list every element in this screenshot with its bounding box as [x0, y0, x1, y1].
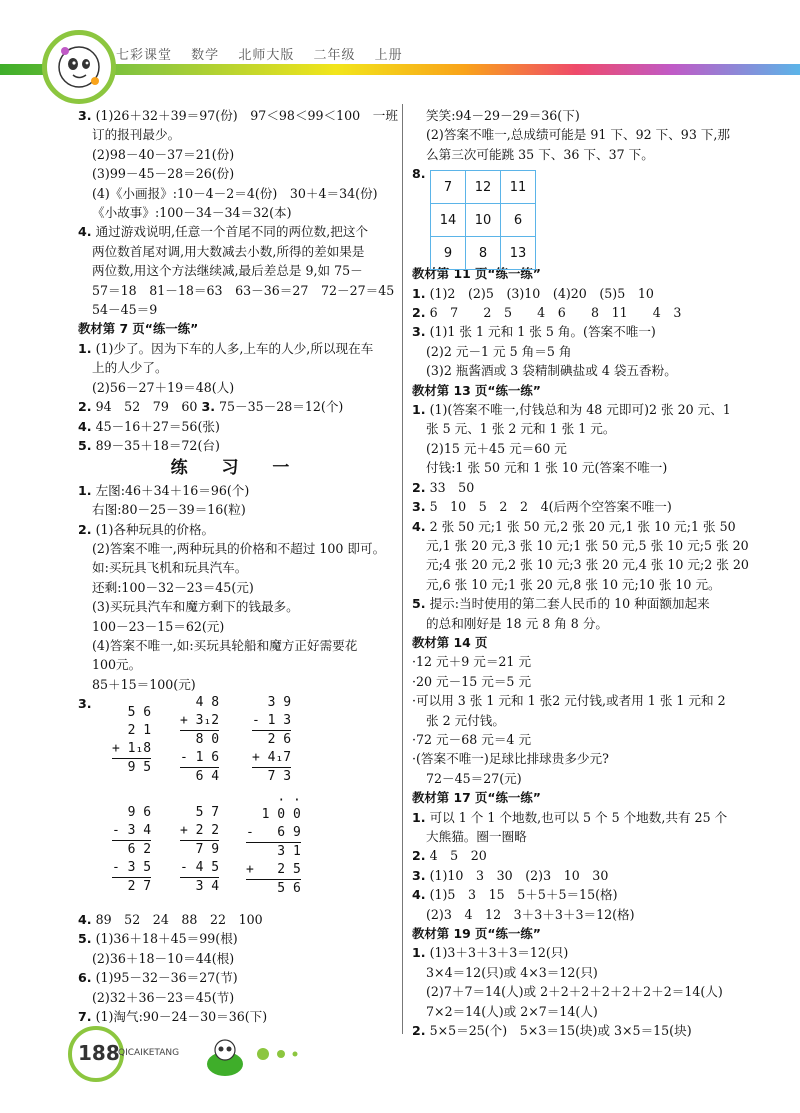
- answer-text: (1)少了。因为下车的人多,上车的人少,所以现在车: [95, 340, 374, 356]
- answer-line: 张 5 元、1 张 2 元和 1 张 1 元。: [426, 421, 616, 437]
- item-number: 3.: [78, 696, 92, 712]
- answer-text: 2 张 50 元;1 张 50 元,2 张 20 元,1 张 10 元;1 张 50: [429, 518, 736, 534]
- calc-row: - 6 9: [246, 825, 301, 840]
- calc-row: 5 7: [187, 805, 220, 820]
- grid-cell: 11: [501, 171, 536, 204]
- item-number: 1.: [412, 809, 426, 825]
- calc-row: + 1₁8: [112, 741, 152, 756]
- calc-row: 1 0 0: [261, 807, 301, 822]
- answer-line: (2)2 元－1 元 5 角＝5 角: [426, 343, 572, 359]
- calc-row: 3 1: [246, 842, 301, 861]
- answer-text: (1)26＋32＋39＝97(份) 97＜98＜99＜100 一班: [95, 108, 398, 123]
- page-number: 188: [78, 1041, 120, 1065]
- header-color-band: [0, 64, 800, 75]
- item-number: 3.: [412, 867, 426, 883]
- item-number: 1.: [412, 945, 426, 961]
- section-heading: 教材第 19 页“练一练”: [412, 926, 541, 942]
- answer-line: (3)2 瓶酱酒或 3 袋精制碘盐或 4 袋五香粉。: [426, 363, 677, 379]
- grid-cell: 14: [431, 204, 466, 237]
- vertical-calc-6: [246, 793, 301, 898]
- left-column: [78, 106, 396, 714]
- answer-line: (2)56－27＋19＝48(人): [92, 379, 235, 395]
- vertical-calc-5: [180, 804, 219, 896]
- answer-line: (2)36＋18－10＝44(根): [92, 950, 235, 966]
- item-number: 1.: [412, 285, 426, 301]
- header-volume: 上册: [374, 48, 403, 63]
- answer-text: (1)5 3 15 5＋5＋5＝15(格): [429, 887, 618, 903]
- calc-row: + 4₁7: [252, 750, 292, 765]
- calc-row: 8 0: [180, 730, 219, 749]
- answer-line: 订的报刊最少。: [92, 127, 181, 143]
- calc-row: 4 8: [187, 695, 220, 710]
- answer-line: (4)答案不唯一,如:买玩具轮船和魔方正好需要花: [92, 637, 358, 653]
- calc-row: 3 4: [180, 877, 219, 896]
- answer-line: (2)7＋7＝14(人)或 2＋2＋2＋2＋2＋2＋2＝14(人): [426, 984, 723, 1000]
- vertical-calc-3: [252, 694, 291, 786]
- answer-text: 5 10 5 2 2 4(后两个空答案不唯一): [429, 499, 672, 515]
- item-number: 5.: [412, 596, 426, 612]
- answer-text: 75－35－28＝12(个): [219, 399, 344, 415]
- grid-cell: 6: [501, 204, 536, 237]
- answer-line: [412, 885, 730, 904]
- answer-line: [412, 594, 730, 613]
- answer-text: 提示:当时使用的第二套人民币的 10 种面额加起来: [429, 596, 710, 612]
- answer-line: (3)买玩具汽车和魔方剩下的钱最多。: [92, 599, 299, 615]
- answer-line: ·72 元－68 元＝4 元: [412, 731, 532, 747]
- item-number: 5.: [78, 437, 92, 453]
- answer-text: (1)2 (2)5 (3)10 (4)20 (5)5 10: [429, 285, 654, 301]
- item-number: 3.: [412, 324, 426, 340]
- calc-row: 2 7: [112, 877, 151, 896]
- cartoon-mascot-icon: [53, 41, 105, 93]
- answer-line: [78, 106, 396, 125]
- grid-cell: 13: [501, 237, 536, 270]
- item-number: 1.: [78, 482, 92, 498]
- answer-line: 的总和刚好是 18 元 8 角 8 分。: [426, 615, 609, 631]
- answer-line: 右图:80－25－39＝16(粒): [92, 502, 246, 518]
- header-grade: 二年级: [313, 48, 356, 63]
- column-divider: [402, 104, 403, 1034]
- section-heading: 教材第 11 页“练一练”: [412, 266, 541, 282]
- answer-text: 89－35＋18＝72(台): [95, 437, 220, 453]
- answer-line: (3)99－45－28＝26(份): [92, 166, 235, 182]
- answer-line: ·20 元－15 元＝5 元: [412, 673, 532, 689]
- calc-row: 9 6: [119, 805, 152, 820]
- item-number: 2.: [412, 1023, 426, 1039]
- calc-row: 7 3: [252, 767, 291, 786]
- logo: [42, 30, 116, 104]
- answer-line: 还剩:100－32－23＝45(元): [92, 579, 254, 595]
- answer-line: 两位数,用这个方法继续减,最后差总是 9,如 75－: [92, 263, 363, 279]
- header-title: [116, 44, 417, 63]
- answer-line: [412, 517, 736, 536]
- answer-text: (1)95－32－36＝27(节): [95, 970, 238, 986]
- calc-row: 2 1: [119, 723, 152, 738]
- answer-line: 100－23－15＝62(元): [92, 618, 225, 634]
- answer-line: 7×2＝14(人)或 2×7＝14(人): [426, 1003, 598, 1019]
- answer-line: 85＋15＝100(元): [92, 676, 196, 692]
- answer-line: ·可以用 3 张 1 元和 1 张2 元付钱,或者用 1 张 1 元和 2: [412, 693, 726, 709]
- grid-cell: 10: [466, 204, 501, 237]
- item-number: 4.: [78, 224, 92, 240]
- footer-mascot-icon: [200, 1034, 250, 1080]
- answer-text: 45－16＋27＝56(张): [95, 418, 220, 434]
- answer-line: [78, 339, 396, 358]
- answer-text: 通过游戏说明,任意一个首尾不同的两位数,把这个: [95, 224, 369, 240]
- answer-line: (2)98－40－37＝21(份): [92, 146, 235, 162]
- item-number: 2.: [412, 848, 426, 864]
- item-number: 4.: [412, 518, 426, 534]
- calc-row: + 2 5: [246, 862, 301, 877]
- answer-line: [78, 481, 396, 500]
- vertical-calc-2: [180, 694, 219, 786]
- calc-row: - 3 4: [112, 823, 152, 838]
- page-header: [0, 0, 800, 100]
- answer-line: 《小故事》:100－34－34＝32(本): [92, 205, 292, 221]
- item-number: 2.: [78, 521, 92, 537]
- answer-text: 89 52 24 88 22 100: [95, 912, 263, 927]
- answer-line: ·12 元＋9 元＝21 元: [412, 654, 532, 670]
- item-number: 2.: [412, 479, 426, 495]
- calc-row: 9 5: [112, 758, 151, 777]
- answer-line: [78, 910, 396, 929]
- answer-line: 3×4＝12(只)或 4×3＝12(只): [426, 964, 598, 980]
- answer-line: 57＝18 81－18＝63 63－36＝27 72－27＝45: [92, 282, 395, 298]
- answer-line: 两位数首尾对调,用大数减去小数,所得的差如果是: [92, 243, 365, 259]
- section-heading: 教材第 17 页“练一练”: [412, 790, 541, 806]
- calc-row: - 1 3: [252, 713, 292, 728]
- answer-line: ·(答案不唯一)足球比排球贵多少元?: [412, 751, 609, 767]
- answer-line: [412, 478, 730, 497]
- vertical-calc-4: [112, 804, 151, 896]
- answer-line: (2)答案不唯一,总成绩可能是 91 下、92 下、93 下,那: [426, 127, 731, 143]
- item-number: 3.: [201, 399, 216, 415]
- header-subject: 数学: [191, 48, 220, 63]
- item-number: 8.: [412, 166, 426, 182]
- item-number: 7.: [78, 1009, 92, 1025]
- answer-line: [78, 968, 396, 987]
- item-number: 4.: [412, 887, 426, 903]
- answer-line: [78, 1007, 396, 1026]
- item-number: 4.: [78, 418, 92, 434]
- answer-text: (1)1 张 1 元和 1 张 5 角。(答案不唯一): [429, 324, 656, 340]
- answer-line: 上的人少了。: [92, 360, 168, 376]
- calc-row: + 3₁2: [180, 713, 220, 728]
- answer-line: [78, 397, 396, 416]
- answer-line: 54－45＝9: [92, 302, 158, 318]
- answer-line: 付钱:1 张 50 元和 1 张 10 元(答案不唯一): [426, 460, 668, 476]
- answer-text: (1)淘气:90－24－30＝36(下): [95, 1009, 268, 1025]
- left-column-bottom: [78, 910, 396, 1026]
- calc-row: + 2 2: [180, 823, 220, 838]
- calc-row: - 3 5: [112, 860, 152, 875]
- answer-line: [78, 417, 396, 436]
- section-heading: 教材第 14 页: [412, 634, 488, 650]
- answer-line: 如:买玩具飞机和玩具汽车。: [92, 560, 248, 576]
- answer-line: 张 2 元付钱。: [426, 712, 505, 728]
- answer-line: 100元。: [92, 657, 142, 673]
- answer-text: (1)3＋3＋3＋3＝12(只): [429, 945, 569, 961]
- answer-line: 笑笑:94－29－29＝36(下): [426, 108, 580, 123]
- answer-text: 可以 1 个 1 个地数,也可以 5 个 5 个地数,共有 25 个: [429, 809, 728, 825]
- calc-row: - 4 5: [180, 860, 220, 875]
- footer-brand: QICAIKETANG: [118, 1048, 180, 1058]
- answer-line: [412, 284, 730, 303]
- answer-text: (1)(答案不唯一,付钱总和为 48 元即可)2 张 20 元、1: [429, 402, 731, 418]
- answer-text: (1)各种玩具的价格。: [95, 521, 215, 537]
- calc-row: 2 6: [252, 730, 291, 749]
- answer-line: 元;4 张 20 元,2 张 10 元;3 张 20 元,4 张 10 元;2 张 20: [426, 557, 749, 573]
- answer-line: (2)32＋36－23＝45(节): [92, 989, 235, 1005]
- answer-line: 元,1 张 20 元,3 张 10 元;1 张 50 元,5 张 10 元;5 张 20: [426, 537, 749, 553]
- answer-text: (1)10 3 30 (2)3 10 30: [429, 867, 609, 883]
- item-number: 3.: [412, 499, 426, 515]
- calc-row: 6 2: [112, 840, 151, 859]
- grid-cell: 12: [466, 171, 501, 204]
- answer-text: (1)36＋18＋45＝99(根): [95, 931, 238, 947]
- grid-cell: 8: [466, 237, 501, 270]
- calc-row: - 1 6: [180, 750, 220, 765]
- answer-line: [412, 943, 730, 962]
- calc-row: 5 6: [246, 879, 301, 898]
- item-number: 1.: [78, 340, 92, 356]
- answer-line: (2)答案不唯一,两种玩具的价格和不超过 100 即可。: [92, 540, 386, 556]
- item-number: 4.: [78, 912, 92, 927]
- answer-line: [78, 222, 396, 241]
- calc-row: 6 4: [180, 767, 219, 786]
- answer-line: [412, 497, 730, 516]
- header-series: 七彩课堂: [116, 48, 173, 63]
- answer-line: [412, 866, 730, 885]
- answer-line: [412, 846, 730, 865]
- item-number: 6.: [78, 970, 92, 986]
- exercise-title: 练 习 一: [170, 458, 304, 479]
- answer-line: [78, 520, 396, 539]
- answer-text: 5×5＝25(个) 5×3＝15(块)或 3×5＝15(块): [429, 1023, 692, 1039]
- answer-line: 么第三次可能跳 35 下、36 下、37 下。: [426, 146, 654, 162]
- answer-line: [412, 808, 730, 827]
- answer-line: [78, 436, 396, 455]
- answer-line: [78, 929, 396, 948]
- calc-row: 5 6: [119, 705, 152, 720]
- carry-dots: · ·: [277, 793, 301, 808]
- vertical-calc-1: [112, 704, 151, 777]
- section-heading: 教材第 13 页“练一练”: [412, 382, 541, 398]
- answer-line: (2)15 元＋45 元＝60 元: [426, 440, 567, 456]
- calc-row: 3 9: [259, 695, 292, 710]
- answer-line: 大熊猫。圈一圈略: [426, 829, 527, 844]
- answer-text: 33 50: [429, 479, 475, 495]
- item-number: 5.: [78, 931, 92, 947]
- item-number: 1.: [412, 402, 426, 418]
- answer-line: 元,6 张 10 元;1 张 20 元,8 张 10 元;10 张 10 元。: [426, 576, 721, 592]
- answer-text: 94 52 79 60: [95, 399, 198, 415]
- answer-line: [412, 303, 730, 322]
- answer-line: 72－45＝27(元): [426, 770, 522, 786]
- magic-square-grid: [430, 170, 536, 270]
- answer-text: 左图:46＋34＋16＝96(个): [95, 482, 250, 498]
- grid-cell: 7: [431, 171, 466, 204]
- grid-cell: 9: [431, 237, 466, 270]
- answer-line: [412, 1021, 730, 1040]
- section-heading: 教材第 7 页“练一练”: [78, 321, 199, 337]
- item-number: 3.: [78, 108, 92, 123]
- answer-line: [412, 400, 730, 419]
- footer-dots-icon: [255, 1046, 305, 1062]
- answer-line: (2)3 4 12 3＋3＋3＋3＝12(格): [426, 906, 635, 922]
- answer-text: 6 7 2 5 4 6 8 11 4 3: [429, 305, 682, 321]
- header-edition: 北师大版: [238, 48, 295, 63]
- item-number: 2.: [412, 305, 426, 321]
- answer-text: 4 5 20: [429, 848, 487, 864]
- answer-line: (4)《小画报》:10－4－2＝4(份) 30＋4＝34(份): [92, 185, 378, 201]
- answer-line: [412, 322, 730, 341]
- page-number-badge: [68, 1026, 124, 1082]
- calc-row: 7 9: [180, 840, 219, 859]
- item-number: 2.: [78, 399, 92, 415]
